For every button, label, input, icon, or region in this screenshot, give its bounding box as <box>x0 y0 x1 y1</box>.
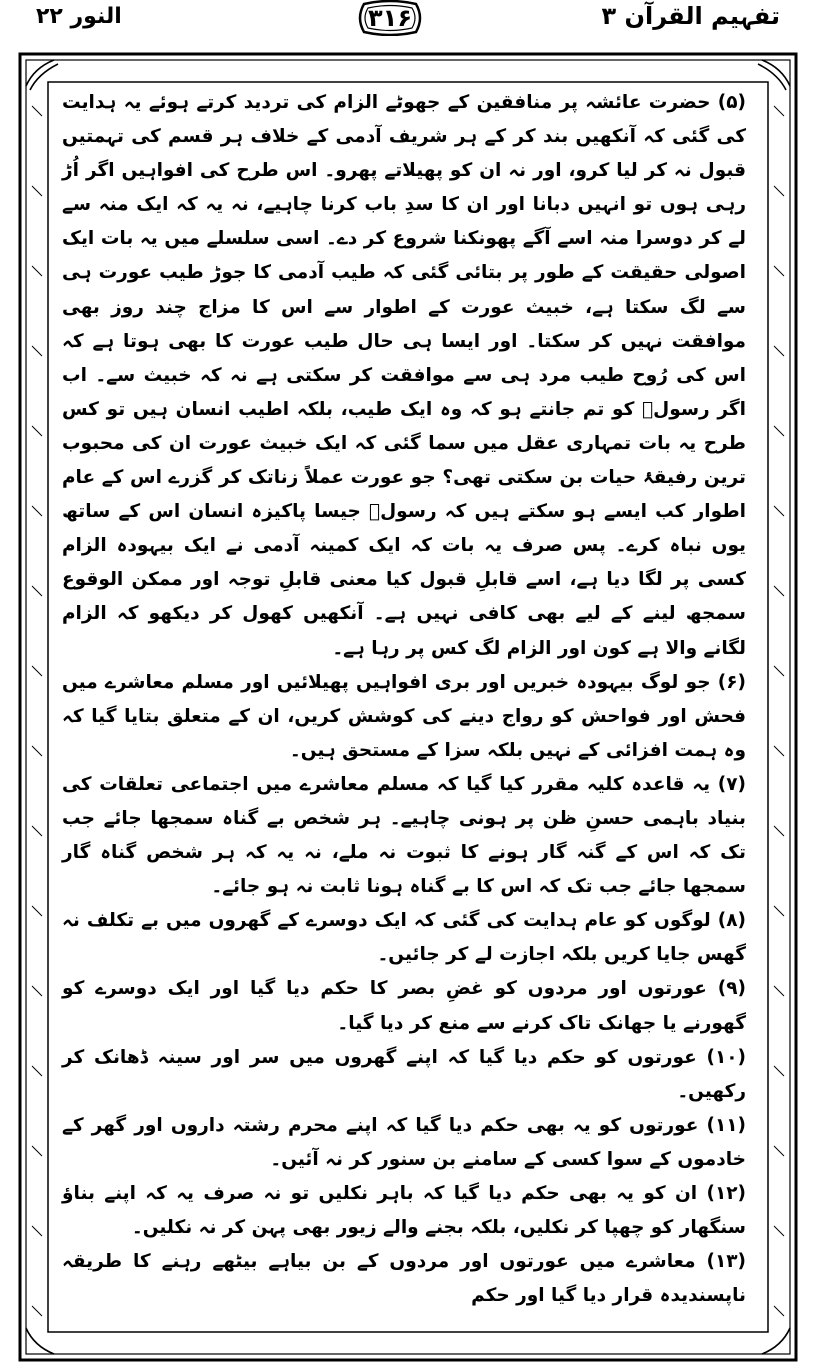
paragraph-11: (۱۱) عورتوں کو یہ بھی حکم دیا گیا کہ اپنے محرم رشتہ داروں اور گھر کے خادموں کے سوا کسی کے سامنے بن سنور کر نہ آئیں۔ <box>62 1114 746 1170</box>
page-header <box>0 0 816 44</box>
paragraph-6: (۶) جو لوگ بیہودہ خبریں اور بری افواہیں پھیلائیں اور مسلم معاشرے میں فحش اور فواحش کو رواج دینے کی کوشش کریں، ان کے متعلق بتایا گیا کہ وہ ہمت افزائی کے نہیں بلکہ سزا کے مستحق ہیں۔ <box>62 671 746 761</box>
book-running-head: تفہیم القرآن ۳ <box>601 2 780 30</box>
paragraph-9: (۹) عورتوں اور مردوں کو غضِ بصر کا حکم دیا گیا اور ایک دوسرے کو گھورنے یا جھانک تاک کرنے سے منع کر دیا گیا۔ <box>62 978 746 1034</box>
commentary-body <box>62 86 746 1313</box>
paragraph-5: (۵) حضرت عائشہ پر منافقین کے جھوٹے الزام کی تردید کرتے ہوئے یہ ہدایت کی گئی کہ آنکھیں بند کر کے ہر شریف آدمی کے خلاف ہر قسم کی تہمتیں قبول نہ کر لیا کرو، اور نہ ان کو پھیلاتے پھرو۔ اس طرح کی افواہیں اگر اُڑ رہی ہوں تو انہیں دبانا اور ان کا سدِ باب کرنا چاہیے، نہ یہ کہ ایک منہ سے لے کر دوسرا منہ اسے آگے پھونکنا شروع کر دے۔ اسی سلسلے میں یہ بات ایک اصولی حقیقت کے طور پر بتائی گئی کہ طیب آدمی کا جوڑ طیب عورت ہی سے لگ سکتا ہے، خبیث عورت کے اطوار سے اس کا مزاج چند روز بھی موافقت نہیں کر سکتا۔ اور ایسا ہی حال طیب عورت کا بھی ہوتا ہے کہ اس کی رُوح طیب مرد ہی سے موافقت کر سکتی ہے نہ کہ خبیث سے۔ اب اگر رسولؐ کو تم جانتے ہو کہ وہ ایک طیب، بلکہ اطیب انسان ہیں تو کس طرح یہ بات تمہاری عقل میں سما گئی کہ ایک خبیث عورت ان کی محبوب ترین رفیقۂ حیات بن سکتی تھی؟ جو عورت عملاً زناتک کر گزرے اس کے عام اطوار کب ایسے ہو سکتے ہیں کہ رسولؐ جیسا پاکیزہ انسان اس کے ساتھ یوں نباہ کرے۔ پس صرف یہ بات کہ ایک کمینہ آدمی نے ایک بیہودہ الزام کسی پر لگا دیا ہے، اسے قابلِ قبول کیا معنی قابلِ توجہ اور ممکن الوقوع سمجھ لینے کے لیے بھی کافی نہیں ہے۔ آنکھیں کھول کر دیکھو کہ الزام لگانے والا ہے کون اور الزام لگ کس پر رہا ہے۔ <box>62 92 746 659</box>
paragraph-12: (۱۲) ان کو یہ بھی حکم دیا گیا کہ باہر نکلیں تو نہ صرف یہ کہ اپنے بناؤ سنگھار کو چھپا کر نکلیں، بلکہ بجنے والے زیور بھی پہن کر نہ نکلیں۔ <box>62 1183 746 1239</box>
paragraph-8: (۸) لوگوں کو عام ہدایت کی گئی کہ ایک دوسرے کے گھروں میں بے تکلف نہ گھس جایا کریں بلکہ اجازت لے کر جائیں۔ <box>62 910 746 966</box>
page-number: ۳۱۶ <box>368 4 412 32</box>
page-number-badge <box>354 0 426 36</box>
paragraph-13: (۱۳) معاشرے میں عورتوں اور مردوں کے بن بیاہے بیٹھے رہنے کا طریقہ ناپسندیدہ قرار دیا گیا اور حکم <box>62 1251 746 1307</box>
paragraph-10: (۱۰) عورتوں کو حکم دیا گیا کہ اپنے گھروں میں سر اور سینہ ڈھانک کر رکھیں۔ <box>62 1046 746 1102</box>
surah-running-head: النور ۲۲ <box>36 4 122 29</box>
paragraph-7: (۷) یہ قاعدہ کلیہ مقرر کیا گیا کہ مسلم معاشرے میں اجتماعی تعلقات کی بنیاد باہمی حسنِ ظن پر ہونی چاہیے۔ ہر شخص بے گناہ سمجھا جائے جب تک کہ اس کے گنہ گار ہونے کا ثبوت نہ ملے، نہ یہ کہ ہر شخص گناہ گار سمجھا جائے جب تک کہ اس کا بے گناہ ہونا ثابت نہ ہو جائے۔ <box>62 773 746 898</box>
